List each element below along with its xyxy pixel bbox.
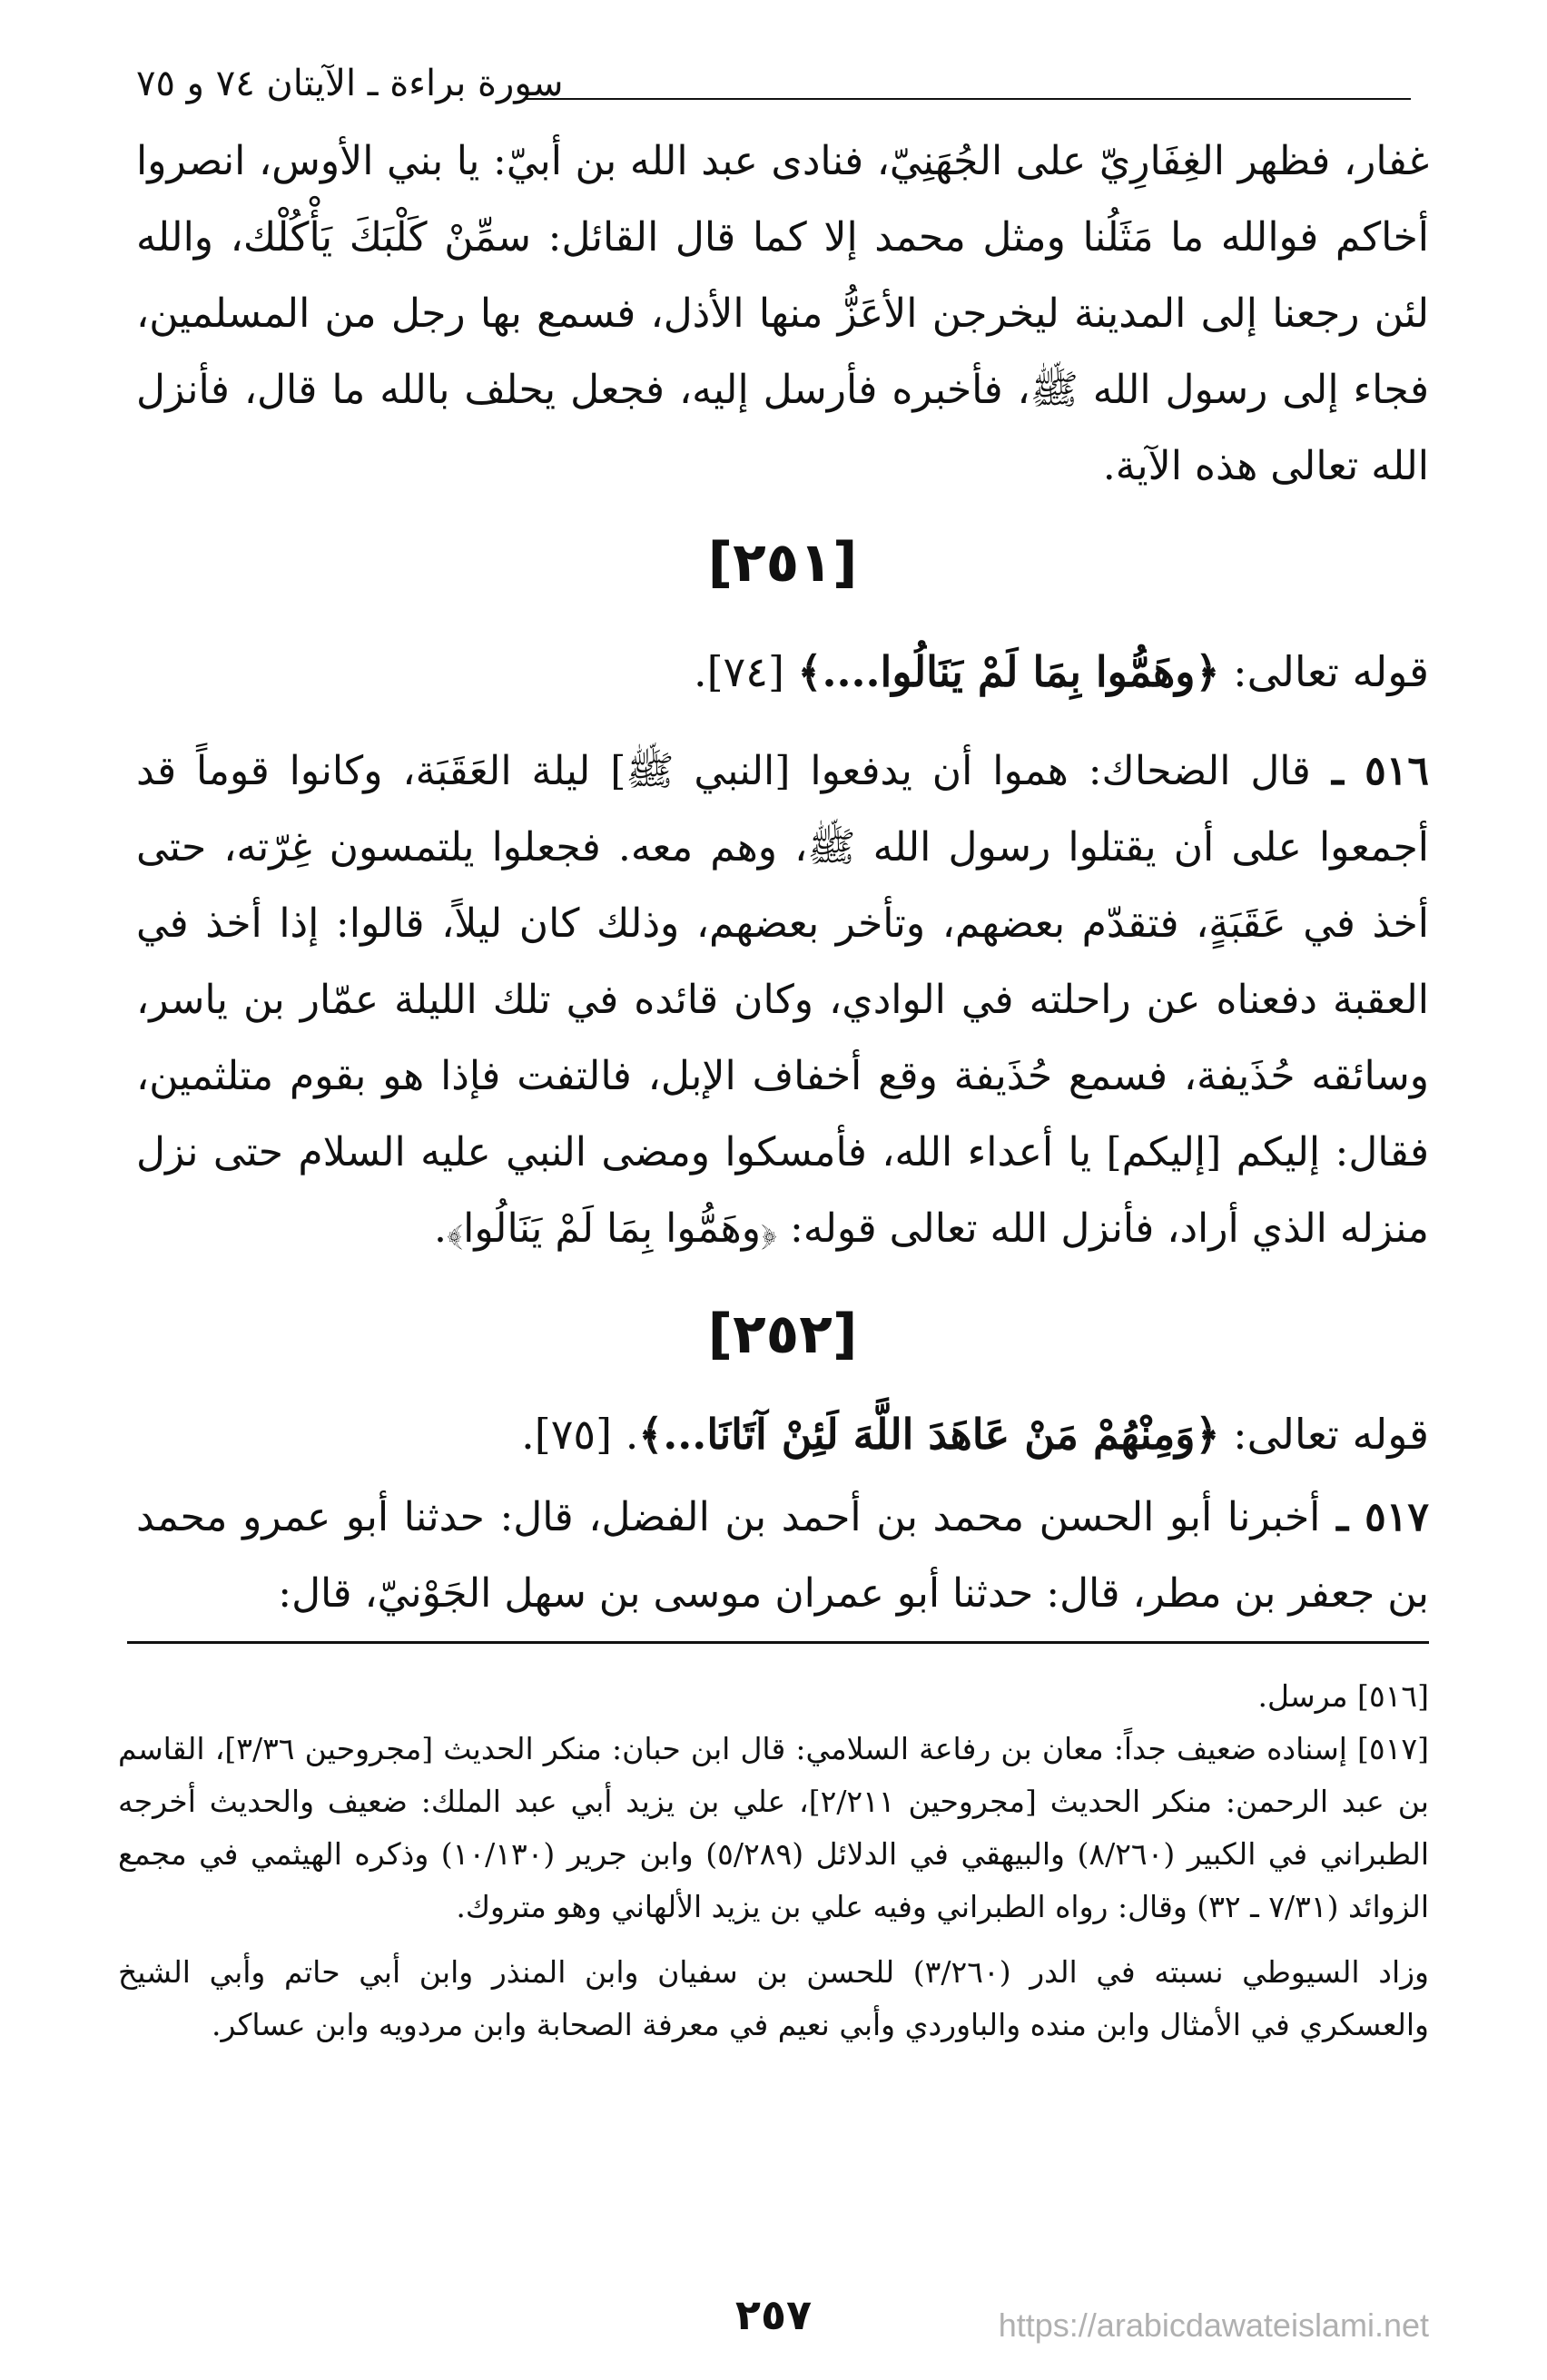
quran-verse: ﴿وَمِنْهُمْ مَنْ عَاهَدَ اللَّهَ لَئِنْ آتَانَا...﴾: [638, 1410, 1220, 1459]
paragraph-text: قال الضحاك: هموا أن يدفعوا [النبي ﷺ] ليلة العَقَبَة، وكانوا قوماً قد أجمعوا على أن يقتلوا رسول الله ﷺ، وهم معه. فجعلوا يلتمسون غِرّته، حتى أخذ في عَقَبَةٍ، فتقدّم بعضهم، وتأخر بعضهم، وذلك كان ليلاً، قالوا: إذا أخذ في العقبة دفعناه عن راحلته في الوادي، وكان قائده في تلك الليلة عمّار بن ياسر، وسائقه حُذَيفة، فسمع حُذَيفة وقع أخفاف الإبل، فالتفت فإذا هو بقوم متلثمين، فقال: إليكم [إليكم] يا أعداء الله، فأمسكوا ومضى النبي عليه السلام حتى نزل منزله الذي أراد، فأنزل الله تعالى قوله: ﴿وهَمُّوا بِمَا لَمْ يَنَالُوا﴾.: [136, 748, 1429, 1252]
verse-intro: قوله تعالى:: [1219, 1410, 1429, 1459]
verse-intro: قوله تعالى:: [1219, 647, 1429, 696]
verse-heading-251: [136, 635, 1429, 708]
header-rule: [527, 98, 1411, 100]
hadith-paragraph-517: [136, 1480, 1429, 1632]
footnote-517-continued: وزاد السيوطي نسبته في الدر (٣/٢٦٠) للحسن بن سفيان وابن المنذر وابن أبي حاتم وأبي الشيخ والعسكري في الأمثال وابن منده والباوردي وأبي نعيم في معرفة الصحابة وابن مردويه وابن عساكر.: [118, 1954, 1429, 2042]
verse-reference: [٧٤].: [693, 647, 798, 696]
footnotes: [118, 1670, 1429, 2051]
footnote-517: [٥١٧] إسناده ضعيف جداً: معان بن رفاعة السلامي: قال ابن حبان: منكر الحديث [مجروحين ٣/٣٦]، القاسم بن عبد الرحمن: منكر الحديث [مجروحين ٢/٢١١]، علي بن يزيد أبي عبد الملك: ضعيف والحديث أخرجه الطبراني في الكبير (٨/٢٦٠) والبيهقي في الدلائل (٥/٢٨٩) وابن جرير (١٠/١٣٠) وذكره الهيثمي في مجمع الزوائد (٧/٣١ ـ ٣٢) وقال: رواه الطبراني وفيه علي بن يزيد الألهاني وهو متروك.: [118, 1731, 1430, 1924]
verse-reference: . [٧٥].: [521, 1410, 639, 1459]
page-number: ٢٥٧: [734, 2290, 813, 2339]
paragraph-text: أخبرنا أبو الحسن محمد بن أحمد بن الفضل، قال: حدثنا أبو عمرو محمد بن جعفر بن مطر، قال: حدثنا أبو عمران موسى بن سهل الجَوْنيّ، قال:: [136, 1494, 1429, 1617]
paragraph-number: ٥١٦ ـ: [1310, 748, 1429, 794]
section-number-251: [٢٥١]: [707, 531, 858, 595]
paragraph-number: ٥١٧ ـ: [1320, 1494, 1429, 1540]
quran-verse: ﴿وهَمُّوا بِمَا لَمْ يَنَالُوا....﴾: [797, 647, 1220, 696]
running-header-title: سورة براءة ـ الآيتان ٧٤ و ٧٥: [136, 63, 564, 104]
hadith-paragraph-516: [136, 733, 1429, 1267]
footnote-separator: [127, 1641, 1429, 1644]
section-number-252: [٢٥٢]: [707, 1303, 858, 1366]
running-header: [136, 53, 1411, 107]
verse-heading-252: [136, 1398, 1429, 1470]
watermark-url: https://arabicdawateislami.net: [998, 2306, 1429, 2344]
footnote-516: [٥١٦] مرسل.: [1257, 1678, 1429, 1714]
intro-paragraph: غفار، فظهر الغِفَارِيّ على الجُهَنِيّ، فنادى عبد الله بن أبيّ: يا بني الأوس، انصروا أخاكم فوالله ما مَثَلُنا ومثل محمد إلا كما قال القائل: سمِّنْ كَلْبَكَ يَأْكُلْك، والله لئن رجعنا إلى المدينة ليخرجن الأعَزُّ منها الأذل، فسمع بها رجل من المسلمين، فجاء إلى رسول الله ﷺ، فأخبره فأرسل إليه، فجعل يحلف بالله ما قال، فأنزل الله تعالى هذه الآية.: [136, 138, 1429, 489]
